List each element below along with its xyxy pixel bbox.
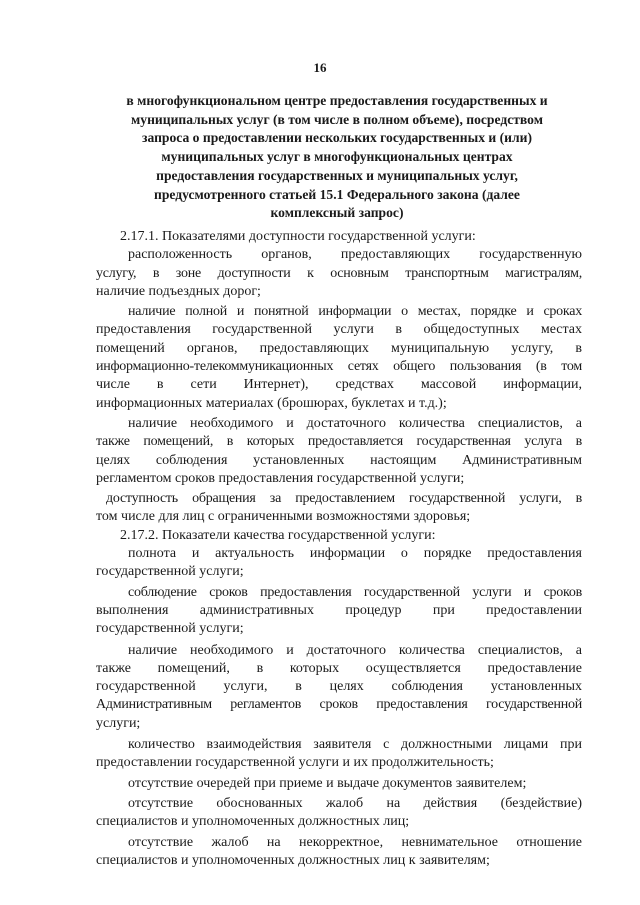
paragraph-line: также помещений, в которых осуществляется предоставление [96,660,582,676]
section-heading [92,92,582,223]
paragraph-line: количество взаимодействия заявителя с должностными лицами при [128,737,582,753]
heading-line: муниципальных услуг (в том числе в полном объеме), посредством [131,111,543,127]
paragraph-line: выполнения административных процедур при предоставлении [96,602,582,618]
paragraph-line: 2.17.1. Показателями доступности государственной услуги: [120,229,476,244]
paragraph-line: полнота и актуальность информации о порядке предоставления [128,546,582,562]
paragraph-line: также помещений, в которых предоставляется государственная услуга в [96,434,582,450]
paragraph-line: доступность обращения за предоставлением государственной услуги, в [106,491,582,507]
paragraph-line: информационно-телекоммуникационных сетях общего пользования (в том [96,359,582,375]
heading-line: муниципальных услуг в многофункциональных центрах [161,149,513,165]
paragraph-line: государственной услуги; [96,564,244,580]
paragraph-line: услуги; [96,715,141,731]
paragraph-line: наличие подъездных дорог; [96,283,261,299]
paragraph-line: услугу, в зоне доступности к основным транспортным магистралям, [96,265,582,281]
paragraph-line: расположенность органов, предоставляющих государственную [128,247,582,263]
paragraph-line: наличие полной и понятной информации о местах, порядке и сроках [128,304,582,320]
paragraph-line: отсутствие обоснованных жалоб на действия (бездействие) [128,795,582,811]
paragraph-line: соблюдение сроков предоставления государственной услуги и сроков [128,584,582,600]
heading-line: предусмотренного статьей 15.1 Федерального закона (далее [154,186,520,202]
document-body [96,228,582,870]
paragraph-line: государственной услуги, в целях соблюдения установленных [96,679,582,695]
paragraph-line: числе в сети Интернет), средствах массовой информации, [96,377,582,393]
paragraph-line: предоставления государственной услуги в общедоступных местах [96,322,582,338]
paragraph-line: отсутствие жалоб на некорректное, невнимательное отношение [128,834,582,850]
paragraph-line: помещений органов, предоставляющих муниципальную услугу, в [96,340,582,356]
heading-line: в многофункциональном центре предоставления государственных и [126,93,548,108]
paragraph-line: 2.17.2. Показатели качества государственной услуги: [120,527,436,543]
paragraph-line: предоставлении государственной услуги и их продолжительность; [96,755,494,771]
paragraph-line: том числе для лиц с ограниченными возможностями здоровья; [96,509,471,525]
paragraph-line: специалистов и уполномоченных должностных лиц; [96,814,410,830]
page-number: 16 [313,60,327,75]
paragraph-line: государственной услуги; [96,621,244,637]
paragraph-line: Административным регламентов сроков предоставления государственной [96,697,582,713]
heading-line: предоставления государственных и муниципальных услуг, [156,167,518,183]
paragraph-line: регламентом сроков предоставления государственной услуги; [96,470,465,486]
paragraph-line: специалистов и уполномоченных должностных лиц к заявителям; [96,852,490,868]
paragraph-line: наличие необходимого и достаточного количества специалистов, а [128,642,582,658]
paragraph-line: наличие необходимого и достаточного количества специалистов, а [128,415,582,431]
paragraph-line: отсутствие очередей при приеме и выдаче документов заявителем; [128,775,527,791]
heading-line: запроса о предоставлении нескольких государственных и (или) [142,130,532,146]
heading-line: комплексный запрос) [270,205,404,221]
paragraph-line: информационных материалах (брошюрах, буклетах и т.д.); [96,395,447,411]
paragraph-line: целях соблюдения установленных настоящим Административным [96,452,582,468]
